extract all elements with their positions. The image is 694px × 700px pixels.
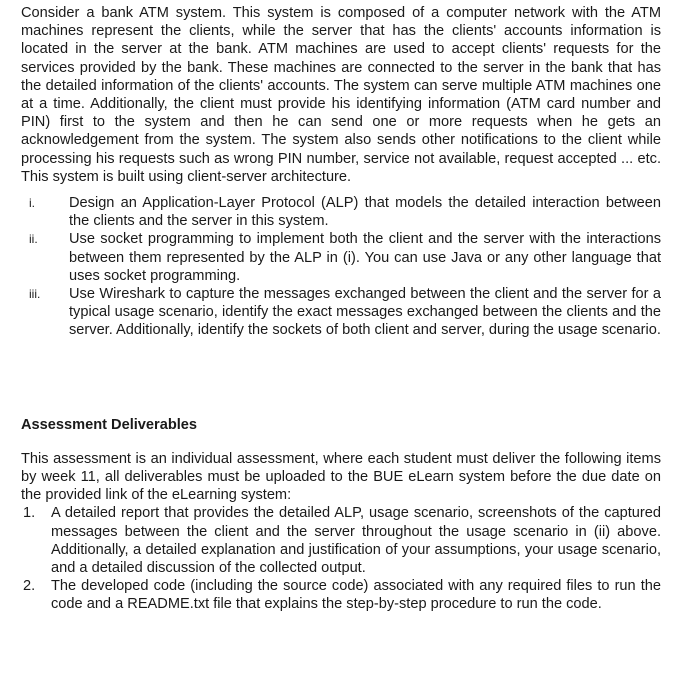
deliverable-marker: 1. (23, 505, 36, 522)
deliverable-marker: 2. (23, 578, 36, 595)
task-item-1 (21, 194, 661, 230)
deliverables-intro: This assessment is an individual assessment, where each student must deliver the following items by week 11, all deliverables must be uploaded to the BUE eLearn system before the due date on the provided link of the eLearning system: (21, 450, 661, 504)
task-item-2 (21, 230, 661, 285)
deliverables-list (21, 504, 661, 613)
task-text: Design an Application-Layer Protocol (ALP) that models the detailed interaction between the clients and the server in this system. (69, 195, 661, 230)
deliverable-text: The developed code (including the source code) associated with any required files to run the code and a README.txt file that explains the step-by-step procedure to run the code. (51, 578, 661, 613)
task-list (21, 194, 661, 340)
deliverables-heading: Assessment Deliverables (21, 416, 198, 433)
deliverable-item-2 (21, 577, 661, 613)
task-text: Use socket programming to implement both the client and the server with the interactions between them represented by the ALP in (i). You can use Java or any other language that uses socket programming. (69, 231, 661, 284)
task-text: Use Wireshark to capture the messages exchanged between the client and the server for a typical usage scenario, identify the exact messages exchanged between the clients and the server. Additionally, identify the sockets of both client and server, during the usage scenario. (69, 286, 661, 339)
deliverable-item-1 (21, 504, 661, 577)
document-page (21, 4, 661, 614)
task-marker: ii. (29, 232, 38, 247)
deliverable-text: A detailed report that provides the detailed ALP, usage scenario, screenshots of the captured messages between the client and the server throughout the usage scenario in (ii) above. Additionally, a detailed explanation and justification of your assumptions, your usage scenario, and a detailed discussion of the collected output. (51, 505, 661, 577)
task-item-3 (21, 285, 661, 340)
task-marker: i. (29, 196, 35, 211)
task-marker: iii. (29, 287, 41, 302)
intro-paragraph: Consider a bank ATM system. This system is composed of a computer network with the ATM machines represent the clients, while the server that has the clients' accounts information is located in the server at the bank. ATM machines are used to accept clients' requests for the services provided by the bank. These machines are connected to the server in the bank that has the detailed information of the clients' accounts. The system can serve multiple ATM machines one at a time. Additionally, the client must provide his identifying information (ATM card number and PIN) first to the system and then he can send one or more requests when he gets an acknowledgement from the system. The system also sends other notifications to the client while processing his requests such as wrong PIN number, service not available, request accepted ... etc. This system is built using client-server architecture. (21, 5, 661, 185)
